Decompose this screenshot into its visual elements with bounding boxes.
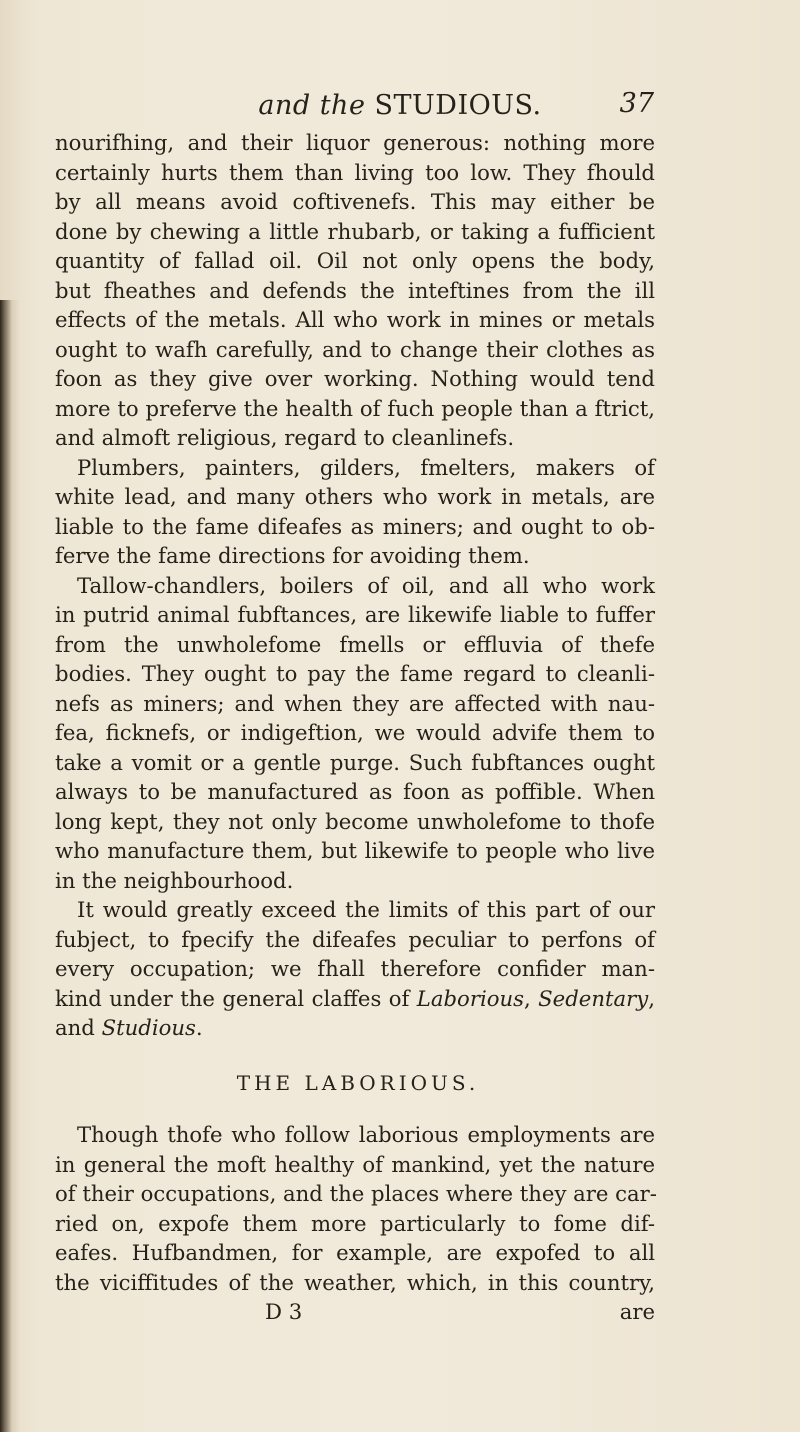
text-line: of their occupations, and the places where they are car- bbox=[55, 1181, 657, 1206]
text-line: bodies. They ought to pay the fame regard to cleanli- bbox=[55, 661, 655, 686]
text-line: who manufacture them, but likewife to people who live bbox=[55, 838, 655, 863]
text-line: fea, ficknefs, or indigeftion, we would advife them to bbox=[55, 720, 655, 745]
text-line: foon as they give over working. Nothing would tend bbox=[55, 366, 655, 391]
text-line: ried on, expofe them more particularly to fome dif- bbox=[55, 1210, 655, 1236]
text-line: quantity of fallad oil. Oil not only opens the body, bbox=[55, 248, 655, 273]
period: . bbox=[195, 1015, 203, 1040]
text-line: always to be manufactured as foon as poffible. When bbox=[55, 779, 655, 804]
text-line bbox=[55, 1013, 655, 1043]
running-head-caps: STUDIOUS. bbox=[374, 90, 542, 121]
text-line: more to preferve the health of fuch people than a ftrict, bbox=[55, 395, 655, 421]
text-line: fubject, to fpecify the difeafes peculiar to perfons of bbox=[55, 926, 655, 952]
text-line: nefs as miners; and when they are affected with nau- bbox=[55, 690, 655, 716]
text-line: ought to wafh carefully, and to change their clothes as bbox=[55, 336, 655, 362]
text-line: in putrid animal fubftances, are likewife liable to fuffer bbox=[55, 602, 655, 627]
text-line: but fheathes and defends the inteftines from the ill bbox=[55, 277, 655, 303]
class-laborious: Laborious bbox=[416, 985, 524, 1011]
text-line: Plumbers, painters, gilders, fmelters, makers of bbox=[77, 454, 655, 480]
text-line: done by chewing a little rhubarb, or taking a fufficient bbox=[55, 218, 655, 244]
body-text bbox=[55, 128, 655, 1327]
text-line: from the unwholefome fmells or effluvia of thefe bbox=[55, 631, 655, 657]
class-sedentary: Sedentary bbox=[538, 985, 649, 1011]
text-line: and almoft religious, regard to cleanlinefs. bbox=[55, 425, 515, 450]
text-line: Though thofe who follow laborious employments are bbox=[77, 1122, 655, 1147]
running-head bbox=[0, 90, 800, 121]
text-line: take a vomit or a gentle purge. Such fubftances ought bbox=[55, 749, 655, 775]
text-line: in the neighbourhood. bbox=[55, 867, 294, 893]
separator: , bbox=[648, 985, 655, 1011]
text-line: long kept, they not only become unwholefome to thofe bbox=[55, 808, 655, 834]
class-studious: Studious bbox=[101, 1015, 196, 1040]
text-line: the viciffitudes of the weather, which, in this country, bbox=[55, 1269, 655, 1295]
page-number: 37 bbox=[619, 88, 654, 119]
text-line: Tallow-chandlers, boilers of oil, and all who work bbox=[77, 572, 655, 598]
text-line: eafes. Hufbandmen, for example, are expofed to all bbox=[55, 1240, 655, 1265]
page-footer bbox=[55, 1297, 655, 1327]
text-line: effects of the metals. All who work in mines or metals bbox=[55, 307, 655, 332]
text-line: white lead, and many others who work in metals, are bbox=[55, 484, 655, 509]
page-header bbox=[0, 82, 800, 122]
text-line: by all means avoid coftivenefs. This may either be bbox=[55, 189, 655, 214]
text-fragment: kind under the general claffes of bbox=[55, 985, 410, 1011]
text-line: liable to the fame difeafes as miners; and ought to ob- bbox=[55, 513, 655, 539]
text-fragment: and bbox=[55, 1015, 95, 1040]
text-line: in general the moft healthy of mankind, yet the nature bbox=[55, 1151, 655, 1177]
text-line: nourifhing, and their liquor generous: nothing more bbox=[55, 130, 655, 155]
running-head-italic: and the bbox=[258, 90, 366, 121]
separator: , bbox=[524, 985, 539, 1011]
signature-mark: D 3 bbox=[265, 1299, 303, 1324]
section-heading: THE LABORIOUS. bbox=[236, 1070, 480, 1095]
text-line: every occupation; we fhall therefore confider man- bbox=[55, 956, 655, 981]
text-line: It would greatly exceed the limits of this part of our bbox=[77, 897, 655, 922]
binding-shadow bbox=[0, 300, 20, 1432]
text-line: ferve the fame directions for avoiding them. bbox=[55, 543, 530, 568]
text-line bbox=[55, 984, 655, 1014]
catchword: are bbox=[619, 1299, 655, 1324]
text-line: certainly hurts them than living too low. They fhould bbox=[55, 159, 655, 185]
